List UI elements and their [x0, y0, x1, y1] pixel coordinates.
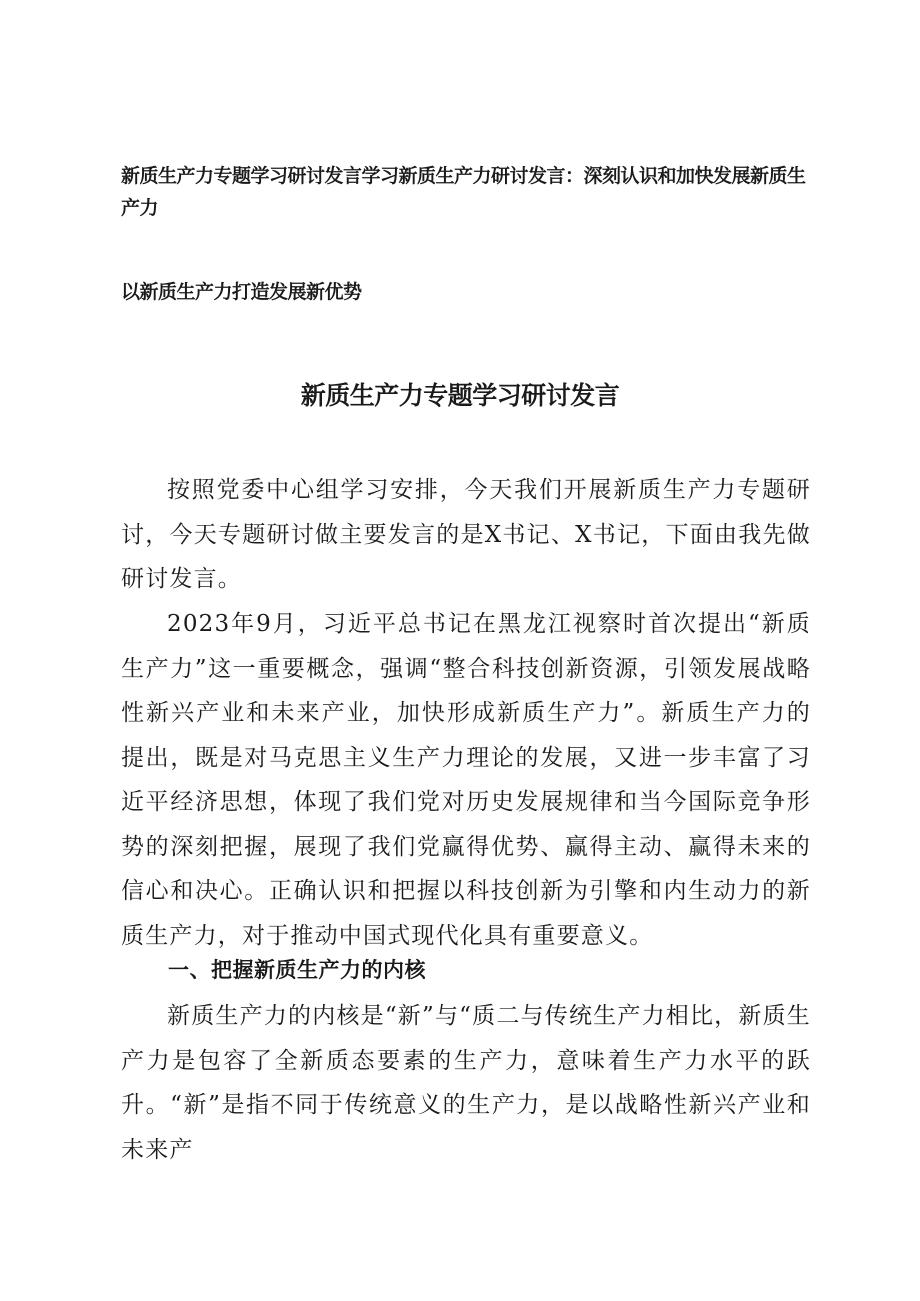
document-heading-line-2: 以新质生产力打造发展新优势 — [121, 281, 362, 303]
paragraph-intro: 按照党委中心组学习安排，今天我们开展新质生产力专题研讨，今天专题研讨做主要发言的是X书记、X书记，下面由我先做研讨发言。 — [121, 477, 811, 592]
paragraph-section-1: 新质生产力的内核是“新”与“质二与传统生产力相比，新质生产力是包容了全新质态要素的生产力，意味着生产力水平的跃升。“新”是指不同于传统意义的生产力，是以战略性新兴产业和未来产 — [121, 1003, 811, 1163]
page-title: 新质生产力专题学习研讨发言 — [300, 381, 620, 410]
paragraph-background: 2023年9月，习近平总书记在黑龙江视察时首次提出“新质生产力”这一重要概念，强调“整合科技创新资源，引领发展战略性新兴产业和未来产业，加快形成新质生产力”。新质生产力的提出，既是对马克思主义生产力理论的发展，又进一步丰富了习近平经济思想，体现了我们党对历史发展规律和当今国际竞争形势的深刻把握，展现了我们党赢得优势、赢得主动、赢得未来的信心和决心。正确认识和把握以科技创新为引擎和内生动力的新质生产力，对于推动中国式现代化具有重要意义。 — [121, 611, 811, 949]
section-heading: 一、把握新质生产力的内核 — [168, 958, 426, 982]
document-heading-line-1: 新质生产力专题学习研讨发言学习新质生产力研讨发言：深刻认识和加快发展新质生产力 — [121, 165, 806, 219]
